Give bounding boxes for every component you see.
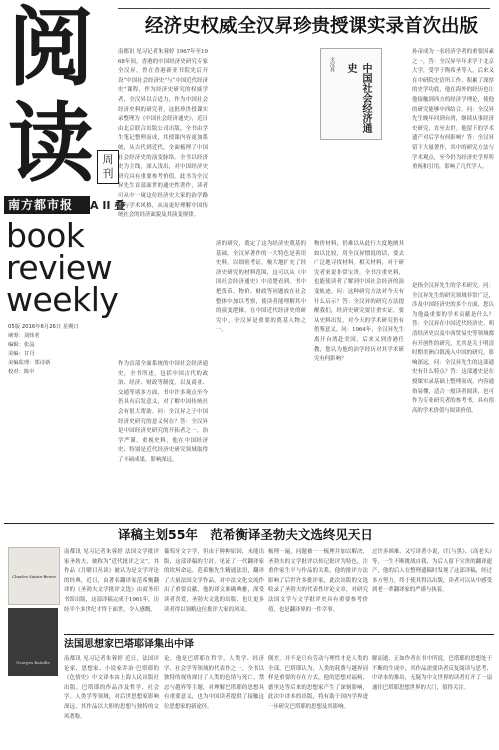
top-rule [118, 8, 490, 9]
story2-book-cover [8, 547, 60, 605]
story1-col5: 孙帝成为一名经济学者的重要因素之一，答：全汉昇早年求学于北京大学，受学于陶希圣等人，后来又在中研院史语所工作，积累了深厚的史学功底，他在海外的经历也让他接触到西方的经济学理论，使他的研究能够中西结合。问：全汉昇先生晚年回到台湾，继续从事经济史研究，直至去世。他留下的学术遗产对后学有何影响？答：全汉昇留下大量著作，其中的研究方法与学术观点，至今仍为经济史学界所重视和引用，影响了几代学人。 [412, 49, 494, 171]
story3-headline: 法国思想家巴塔耶译集出中译 [64, 639, 194, 650]
story3-col4: 解而逝，正如作者在书中所说，巴塔耶的思想处于不断的生成中，其作品需要读者反复阅读与思考，中译本的推出，无疑为中文世界的读者打开了一扇通往巴塔耶思想世界的大门，值得关注。 [372, 656, 492, 691]
story3-col1: 南都讯 见习记者朱蓉婷 近日，法国评论家、思想家、小说家乔治·巴塔耶的《色情史》中文译本由上海人民出版社出版，巴塔耶的作品涉及哲学、社会学、人类学等领域，对后世思想家影响深远，其作品以大胆的思想与独特的文风著称。 [64, 656, 159, 720]
meta-design-supervisor: 美编监理：郑诗新 [8, 360, 51, 366]
meta-designer: 美编：甘丹 [8, 351, 35, 357]
section-rule-2 [64, 634, 494, 635]
story2-col4: 过许多困难，又写译著小说，《红与黑》、《高老头》等，一生不断挑战自我，为后人留下宝贵的翻译遗产，他的后人在整理遗稿时发现了这部译稿，经过多方努力，终于使其得以出版，读者可以从中感受到老一辈翻译家的严谨与执着。 [372, 549, 492, 594]
story2-col1: 南都讯 见习记者朱蓉婷 法国文学批评家圣勃夫，被称为“近代批评之父”，其作品《月曜日丛谈》被认为是文学评论的经典，近日，由著名翻译家范希衡翻译的《圣勃夫文学批评文选》由商务印书馆出版，这部译稿完成于1961年，历经半个多世纪才终于面世，令人感慨。 [64, 549, 159, 613]
meta-coordinator: 统筹：刘炜茗 [8, 333, 40, 339]
brand-edition: A II 叠 [90, 199, 126, 212]
story2-col2: 葡萄牙文字学，但由于种种原因，未能出版，这部译稿的尘封，见证了一代翻译家的坎坷命运。范希衡先生精通法语，翻译了大量法国文学作品，对中法文化交流作出了重要贡献，他的译文准确典雅，深受读者喜爱，圣勃夫文选的出版，也让更多读者得以领略这位批评大家的风采。 [164, 549, 264, 613]
brand-name: 南方都市报 [8, 198, 74, 212]
story1-headline: 经济史权威全汉昇珍贵授课实录首次出版 [145, 16, 479, 37]
masthead-char-du: 读 [8, 93, 94, 194]
story2-headline: 译稿主划55年 范希衡译圣勃夫文选终见天日 [118, 527, 373, 542]
story1-book-title: 中国社会经济通史 [345, 63, 371, 133]
story3-col3: 倒差，并不是只有劳动与理性才是人类的全部，巴塔耶认为，人类的耗费与越界同样是重要的存在方式，他的思想对福柯、德里达等后来的思想家产生了深刻影响，此次中译本的出版，将有助于国内学界进一步研究巴塔耶的思想及其影响。 [268, 656, 368, 710]
story1-col3: 济的研究，奠定了这为经济史奠基的基础。全汉昇著作的一大特色是善用史料，以细密考证，极大地扩充了经济史研究的材料范围，这可以从《中国社会经济通史》中清楚看到。书中把货币、物价、财政等问题放在社会整体中加以考察，使读者能理解其中的演变逻辑，在中国近代经济史的研究中，全汉昇是重要的奠基人物之一。 [216, 241, 306, 334]
story1-col1: 南都讯 见习记者朱蓉婷 1967年至1968年间，香港的中国经济史研究专家全汉昇，曾在香港新亚书院先后开设“中国社会经济史”与“中国近代经济史”课程，作为经济史研究的权威学者，全汉昇以合适力，作为中国社会经济史料的研究者，这批珍贵授课实录整理为《中国社会经济通史》，近日由北京联合出版公司出版，全书由学生笔记整理而成，其授课内容更加系统，从古代到近代，全面梳理了中国社会经济史的演变脉络。全书以经济史为主线，深入浅出，对中国经济史研究具有重要参考价值。此书为全汉昇先生首部面世的通史性著作，读者可从中一窥这位经济史大家的治学路径与学术风格，从而更好理解中国传统社会的经济面貌及其演变规律。 [118, 49, 208, 219]
section-rule-1 [4, 523, 494, 524]
weekly-label: 周刊 [97, 150, 119, 184]
story3-col2: 论，他是巴塔耶在哲学、人类学、经济学、社会学等领域的代表作之一，全书以独特的视角探讨了人类的色情与死亡、禁忌与越界等主题，对理解巴塔耶的思想具有重要意义，也为中国读者提供了接触这位思想家的新途径。 [164, 656, 264, 710]
story1-col2: 作为首部全面系统的中国社会经济通史，全书所述，包括中国古代的政治、经济、财政等制度，以及商业、交通等诸多方面，书中许多观点至今仍具有启发意义，对了解中国传统社会有很大帮助。问：全汉昇之于中国经济史研究的意义何在？答：全汉昇是中国经济史研究的开拓者之一，治学严谨，重视史料，他在中国经济史、特别是近代经济史研究领域取得了丰硕成果，影响深远。 [118, 361, 208, 463]
masthead-en-book: book [6, 216, 85, 255]
story1-book-cover [320, 48, 382, 140]
masthead-char-yue: 阅 [8, 0, 94, 98]
masthead-meta [8, 323, 108, 377]
meta-date: 05版 2016年6月26日 星期日 [8, 324, 79, 330]
story3-book-cover [8, 608, 58, 676]
story2-col3: 梳理一遍，问题被一一梳理并加以解决，圣勃夫的文学批评以传记批评为特色，注重作家生平与作品的关系，他的批评方法影响了后世许多批评家，此次出版的文选收录了圣勃夫的代表性评论文章，对研究法国文学与文学批评史具有重要参考价值，也是翻译界的一件幸事。 [268, 549, 368, 613]
meta-proofreader: 校对：陈中 [8, 369, 35, 375]
story1-col6: 是指全汉昇先生的学术研究。问：全汉昇先生的研究领域非常广泛，涉及中国经济史的多个方面，您认为他最重要的学术贡献是什么？答：全汉昇在中国近代经济史、明清经济史以及中西贸易史等领域都有开创性的研究，尤其是关于明清时期美洲白银流入中国的研究，影响深远。问：全汉昇先生的这部通史有什么特点？答：这部通史是在授课实录基础上整理而成，内容通俗易懂，适合一般读者阅读，也可作为专业研究者的参考书，具有很高的学术价值与阅读价值。 [412, 283, 494, 414]
meta-editor: 编辑：张晶 [8, 342, 35, 348]
brand-bar [4, 196, 90, 214]
story1-book-author: 全汉昇 [329, 57, 335, 72]
story2-book-title: Charles Sainte-Beuve [12, 574, 56, 579]
story3-book-title: Georges Bataille [16, 660, 50, 665]
masthead-en-weekly: weekly [6, 280, 119, 319]
story1-col4: 物价材料，仍难以从此行大度地阐其如以比较，用全汉昇惯说的话，要去广泛地寻找材料。相关材料，对于研究者来说非常宝贵，全书注重史料，也能使读者了解到中国社会经济的演变轨迹。问：这种研究方法对今天有什么启示？答：全汉昇的研究方法提醒我们，经济史研究要注重实证，要从史料出发，对今天的学术研究仍有借鉴意义。问：1964年，全汉昇先生离开台湾赴美国，后来又到香港任教，您认为他的治学经历对其学术研究有何影响？ [314, 241, 404, 363]
story1-col-left-upper [216, 48, 306, 168]
masthead-en-review: review [6, 248, 113, 287]
